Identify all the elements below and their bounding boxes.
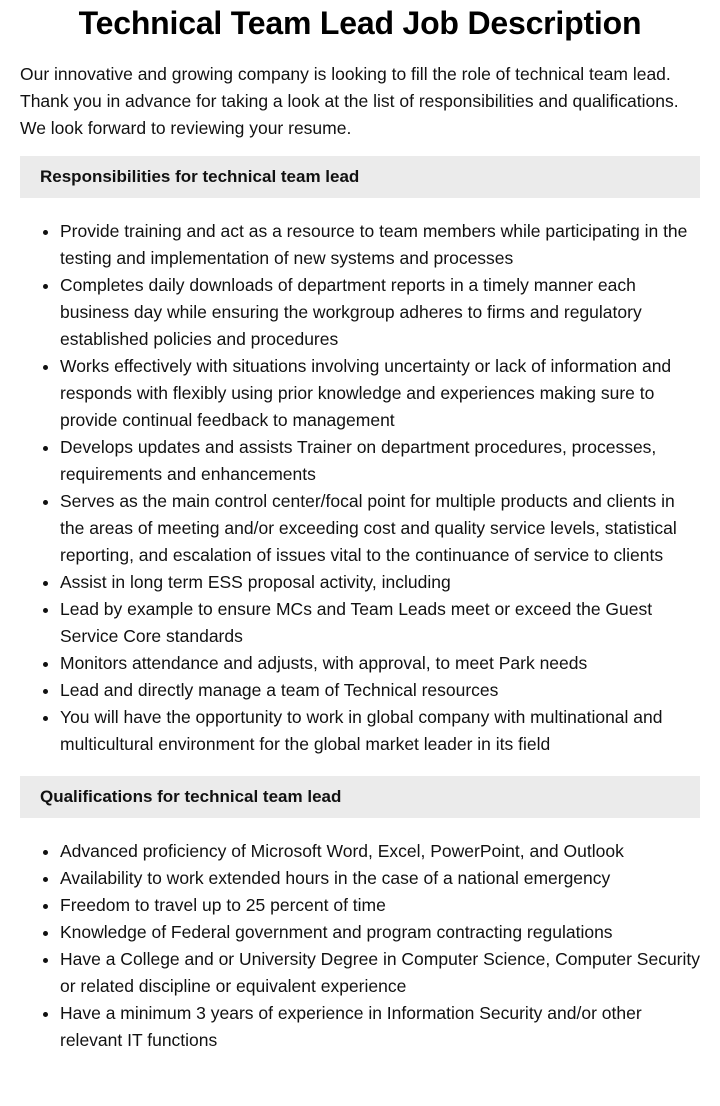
list-item: • Advanced proficiency of Microsoft Word, Excel, PowerPoint, and Outlook	[60, 838, 700, 865]
list-item: • You will have the opportunity to work in global company with multinational and multicultural environment for the global market leader in its field	[60, 704, 700, 758]
list-item: • Serves as the main control center/focal point for multiple products and clients in the areas of meeting and/or exceeding cost and quality service levels, statistical reporting, and escalation of issues vital to the continuance of service to clients	[60, 488, 700, 569]
responsibilities-heading: Responsibilities for technical team lead	[20, 156, 700, 198]
qualifications-heading: Qualifications for technical team lead	[20, 776, 700, 818]
page-title: Technical Team Lead Job Description	[78, 5, 642, 41]
list-item: • Freedom to travel up to 25 percent of time	[60, 892, 700, 919]
list-item: • Monitors attendance and adjusts, with approval, to meet Park needs	[60, 650, 700, 677]
list-item: • Works effectively with situations involving uncertainty or lack of information and responds with flexibly using prior knowledge and experiences making sure to provide continual feedback to management	[60, 353, 700, 434]
list-item: • Have a College and or University Degree in Computer Science, Computer Security or related discipline or equivalent experience	[60, 946, 700, 1000]
list-item: • Lead and directly manage a team of Technical resources	[60, 677, 700, 704]
list-item: • Assist in long term ESS proposal activity, including	[60, 569, 700, 596]
list-item: • Availability to work extended hours in the case of a national emergency	[60, 865, 700, 892]
list-item: • Develops updates and assists Trainer on department procedures, processes, requirements and enhancements	[60, 434, 700, 488]
list-item: • Knowledge of Federal government and program contracting regulations	[60, 919, 700, 946]
list-item: • Have a minimum 3 years of experience in Information Security and/or other relevant IT functions	[60, 1000, 700, 1054]
responsibilities-list	[20, 218, 700, 758]
list-item: • Lead by example to ensure MCs and Team Leads meet or exceed the Guest Service Core standards	[60, 596, 700, 650]
intro-paragraph: Our innovative and growing company is looking to fill the role of technical team lead. Thank you in advance for taking a look at the list of responsibilities and qualifications. We look forward to reviewing your resume.	[20, 64, 679, 138]
qualifications-list	[20, 838, 700, 1054]
list-item: • Provide training and act as a resource to team members while participating in the testing and implementation of new systems and processes	[60, 218, 700, 272]
list-item: • Completes daily downloads of department reports in a timely manner each business day while ensuring the workgroup adheres to firms and regulatory established policies and procedures	[60, 272, 700, 353]
